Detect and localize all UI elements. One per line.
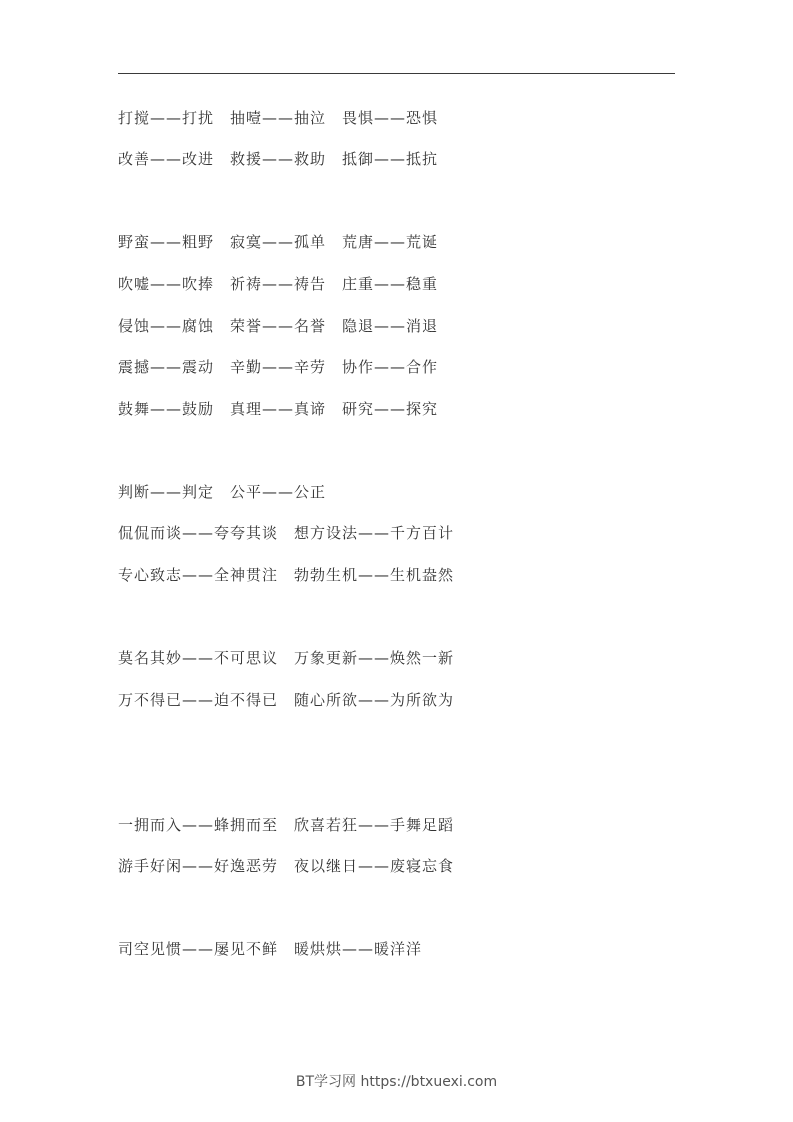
word-pair-line: 野蛮——粗野 寂寞——孤单 荒唐——荒诞 [118, 233, 439, 251]
footer-watermark: BT学习网 https://btxuexi.com [295, 1074, 498, 1090]
word-pair-line: 改善——改进 救援——救助 抵御——抵抗 [118, 150, 439, 168]
word-pair-line: 专心致志——全神贯注 勃勃生机——生机盎然 [118, 566, 455, 584]
header-rule [118, 73, 675, 74]
word-pair-line: 震撼——震动 辛勤——辛劳 协作——合作 [118, 358, 439, 376]
word-pair-line: 判断——判定 公平——公正 [118, 483, 327, 501]
word-pair-line: 一拥而入——蜂拥而至 欣喜若狂——手舞足蹈 [118, 816, 455, 834]
word-pair-line: 司空见惯——屡见不鲜 暖烘烘——暖洋洋 [118, 940, 423, 958]
word-pair-line: 侃侃而谈——夸夸其谈 想方设法——千方百计 [118, 524, 455, 542]
word-pair-line: 吹嘘——吹捧 祈祷——祷告 庄重——稳重 [118, 275, 439, 293]
word-pair-line: 打搅——打扰 抽噎——抽泣 畏惧——恐惧 [118, 109, 439, 127]
word-pair-line: 鼓舞——鼓励 真理——真谛 研究——探究 [118, 400, 439, 418]
word-pair-line: 莫名其妙——不可思议 万象更新——焕然一新 [118, 649, 455, 667]
word-pair-line: 游手好闲——好逸恶劳 夜以继日——废寝忘食 [118, 857, 455, 875]
word-pair-line: 侵蚀——腐蚀 荣誉——名誉 隐退——消退 [118, 317, 439, 335]
word-pair-line: 万不得已——迫不得已 随心所欲——为所欲为 [118, 691, 455, 709]
